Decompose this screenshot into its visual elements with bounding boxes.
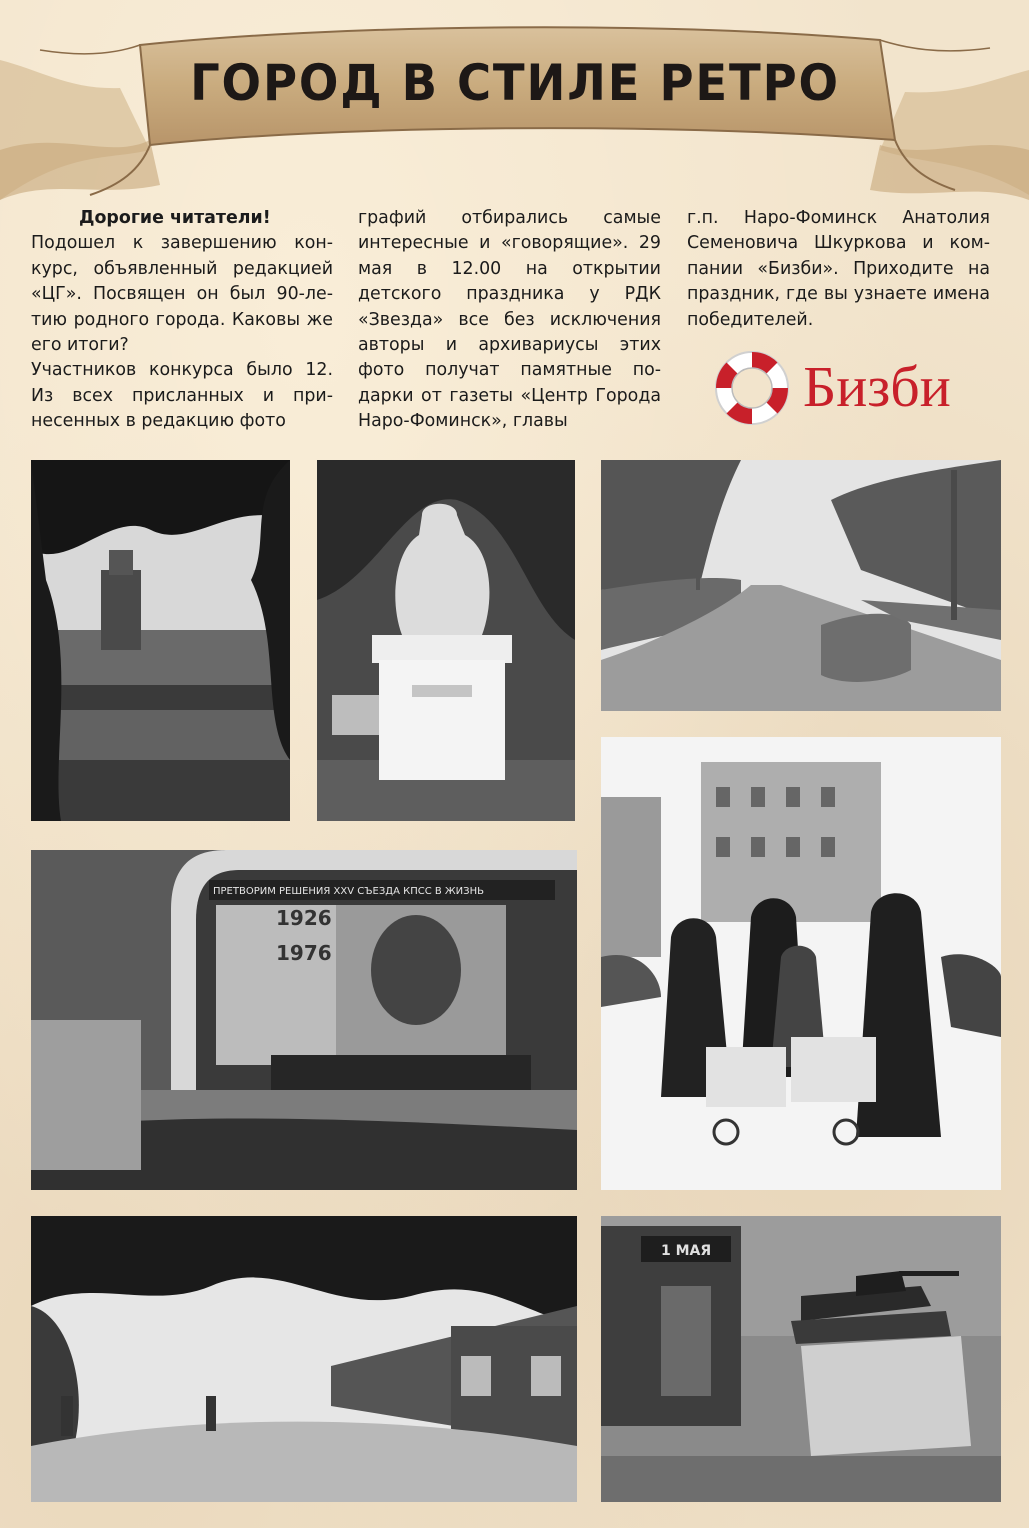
photo-tank-monument (601, 1216, 1001, 1502)
stage-year-start: 1926 (276, 906, 332, 930)
page-title: ГОРОД В СТИЛЕ РЕТРО (190, 54, 840, 112)
article-paragraph: г.п. Наро-Фоминск Анатолия Семеновича Шкуркова и компании «Бизби». Приходите на праздник, где вы узнаете имена победителей. (687, 208, 990, 330)
lifebuoy-icon (710, 346, 794, 430)
photo-people-prams (601, 737, 1001, 1190)
article-paragraph: графий отбирались самые интересные и «говорящие». 29 мая в 12.00 на открытии детского праздника у РДК «Звезда» все без исключения авторы и архивариусы этих фото получат памятные подарки от газеты «Центр Города Наро-Фоминск», главы (358, 208, 661, 432)
photo-church-river (31, 460, 290, 821)
article-column-1 (31, 206, 333, 438)
cinema-sign: 1 МАЯ (661, 1243, 712, 1259)
article-column-2 (358, 206, 661, 438)
photo-old-street (31, 1216, 577, 1502)
stage-banner-text: ПРЕТВОРИМ РЕШЕНИЯ XXV СЪЕЗДА КПСС В ЖИЗНЬ (213, 886, 484, 897)
photo-assembly-1976 (31, 850, 577, 1190)
photo-soldier-monument (317, 460, 575, 821)
article-greeting: Дорогие читатели! (79, 208, 271, 228)
stage-year-end: 1976 (276, 941, 332, 965)
sponsor-logo (710, 346, 990, 430)
article-paragraph: Подошел к завершению конкурс, объявленный редакцией «ЦГ». Посвящен он был 90-летию родного города. Каковы же его итоги? (31, 233, 333, 356)
photo-road-hedges (601, 460, 1001, 711)
sponsor-name: Бизби (803, 354, 951, 419)
article-paragraph: Участников конкурса было 12. Из всех присланных и принесенных в редакцию фото (31, 360, 333, 432)
